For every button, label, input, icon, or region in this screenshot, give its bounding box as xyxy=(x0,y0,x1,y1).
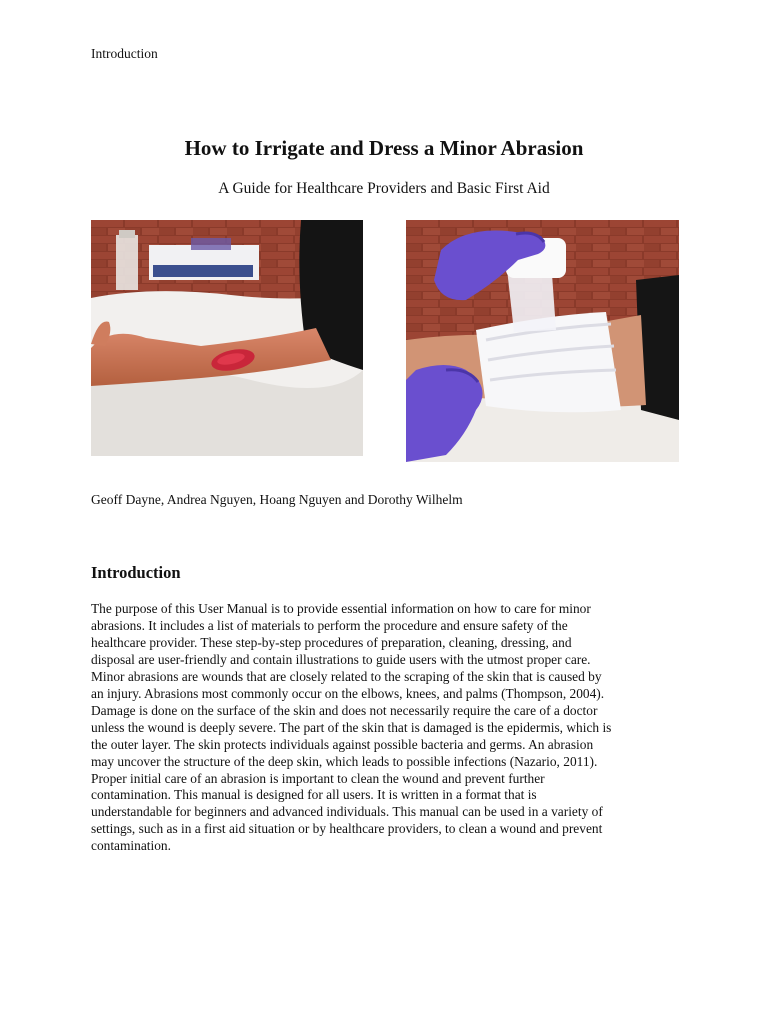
forearm-abrasion-photo xyxy=(91,220,363,456)
paragraph-line: healthcare provider. These step-by-step procedures of preparation, cleaning, dressing, and xyxy=(91,634,572,650)
paragraph-line: Damage is done on the surface of the skin and does not necessarily require the care of a doctor xyxy=(91,702,598,718)
document-subtitle: A Guide for Healthcare Providers and Basic First Aid xyxy=(218,180,550,197)
running-header: Introduction xyxy=(91,46,158,61)
gauze-bandaging-photo xyxy=(406,220,679,462)
paragraph-line: Minor abrasions are wounds that are closely related to the scraping of the skin that is caused by xyxy=(91,668,602,684)
authors: Geoff Dayne, Andrea Nguyen, Hoang Nguyen and Dorothy Wilhelm xyxy=(91,492,463,507)
paragraph-line: abrasions. It includes a list of materials to perform the procedure and ensure safety of the xyxy=(91,617,568,633)
paragraph-line: understandable for beginners and advanced individuals. This manual can be used in a variety of xyxy=(91,804,603,820)
section-heading: Introduction xyxy=(91,563,181,582)
paragraph-line: unless the wound is deeply severe. The part of the skin that is damaged is the epidermis, which is xyxy=(91,719,612,735)
introduction-paragraph xyxy=(91,601,681,855)
paragraph-line: disposal are user-friendly and contain illustrations to guide users with the utmost proper care. xyxy=(91,651,591,667)
paragraph-line: contamination. xyxy=(91,838,171,854)
paragraph-line: The purpose of this User Manual is to provide essential information on how to care for minor xyxy=(91,601,591,616)
paragraph-line: contamination. This manual is designed for all users. It is written in a format that is xyxy=(91,787,537,803)
paragraph-line: an injury. Abrasions most commonly occur on the elbows, knees, and palms (Thompson, 2004). xyxy=(91,685,605,701)
paragraph-line: settings, such as in a first aid situation or by healthcare providers, to clean a wound and prevent xyxy=(91,821,603,837)
paragraph-line: the outer layer. The skin protects individuals against possible bacteria and germs. An abrasion xyxy=(91,736,594,752)
paragraph-line: Proper initial care of an abrasion is important to clean the wound and prevent further xyxy=(91,770,545,786)
paragraph-line: may uncover the structure of the deep skin, which leads to possible infections (Nazario, 2011). xyxy=(91,753,598,769)
document-title: How to Irrigate and Dress a Minor Abrasion xyxy=(184,136,584,160)
